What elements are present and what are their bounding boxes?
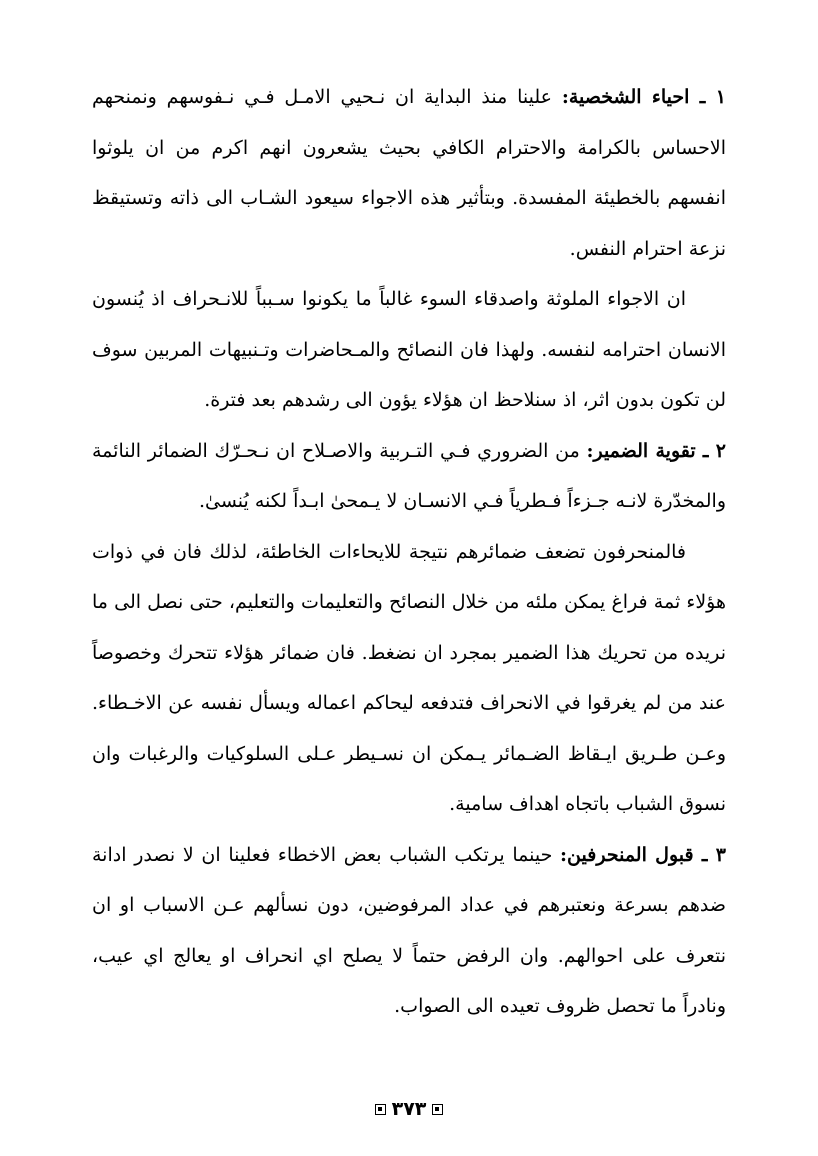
square-ornament-icon [375, 1104, 386, 1115]
paragraph-conscience [92, 426, 726, 527]
paragraph-text: ان الاجواء الملوثة واصدقاء السوء غالباً ما يكونوا سـبباً للانـحراف اذ يُنسون الانسان احترامه لنفسه. ولهذا فان النصائح والمـحاضرات وتـنبيهات المربين سوف لن تكون بدون اثر، اذ سنلاحظ ان هؤلاء يؤون الى رشدهم بعد فترة. [92, 288, 726, 411]
paragraph-acceptance [92, 830, 726, 1032]
paragraph-environment [92, 274, 726, 426]
square-ornament-icon [432, 1104, 443, 1115]
paragraph-deviants-conscience [92, 527, 726, 830]
paragraph-text: من الضروري فـي التـربية والاصـلاح ان نـحـرّك الضمائر النائمة والمخدّرة لانـه جـزءاً فـطرياً فـي الانسـان لا يـمحىٰ ابـداً لكنه يُنسىٰ. [92, 439, 726, 512]
page-footer [0, 1097, 818, 1121]
paragraph-personality [92, 72, 726, 274]
heading-acceptance: ٣ ـ قبول المنحرفين: [560, 843, 726, 866]
page-number: ٣٧٣ [391, 1098, 427, 1120]
heading-conscience: ٢ ـ تقوية الضمير: [586, 439, 726, 462]
paragraph-text: حينما يرتكب الشباب بعض الاخطاء فعلينا ان لا نصدر ادانة ضدهم بسرعة ونعتبرهم في عداد المرفوضين، دون نسألهم عـن الاسباب او ان نتعرف على احوالهم. وان الرفض حتماً لا يصلح اي انحراف او يعالج اي عيب، ونادراً ما تحصل ظروف تعيده الى الصواب. [92, 843, 726, 1017]
heading-personality: ١ ـ احياء الشخصية: [561, 86, 726, 108]
paragraph-text: علينا منذ البداية ان نـحيي الامـل فـي نـفوسهم ونمنحهم الاحساس بالكرامة والاحترام الكافي بحيث يشعرون انهم اكرم من ان يلوثوا انفسهم بالخطيئة المفسدة. وبتأثير هذه الاجواء سيعود الشـاب الى ذاته وتستيقظ نزعة احترام النفس. [92, 86, 726, 260]
paragraph-text: فالمنحرفون تضعف ضمائرهم نتيجة للايحاءات الخاطئة، لذلك فان في ذوات هؤلاء ثمة فراغ يمكن ملئه من خلال النصائح والتعليمات والتعليم، حتى نصل الى ما نريده من تحريك هذا الضمير بمجرد ان نضغط. فان ضمائر هؤلاء تتحرك وخصوصاً عند من لم يغرقوا في الانحراف فتدفعه ليحاكم اعماله ويسأل نفسه عن الاخـطاء. وعـن طـريق ايـقاظ الضـمائر يـمكن ان نسـيطر عـلى السلوكيات والرغبات وان نسوق الشباب باتجاه اهداف سامية. [92, 540, 726, 815]
body-text [92, 72, 726, 1032]
